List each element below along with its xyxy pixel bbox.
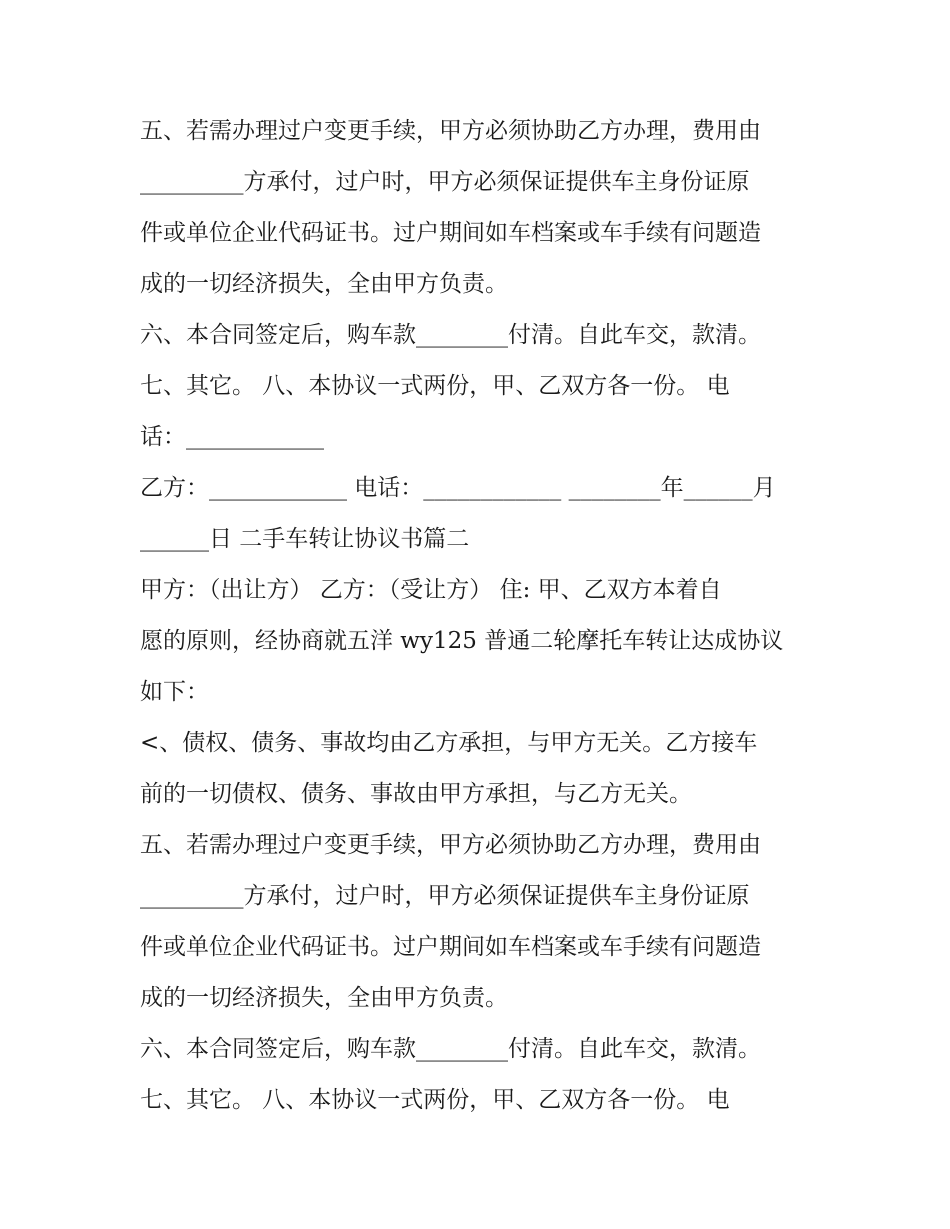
document-body (140, 106, 820, 1126)
text-line: 甲方：（出让方） 乙方：（受让方） 住: 甲、乙双方本着自 (140, 577, 722, 603)
text-line: 成的一切经济损失，全由甲方负责。 (140, 985, 508, 1011)
text-line: 件或单位企业代码证书。过户期间如车档案或车手续有问题造 (140, 220, 761, 246)
text-line: 愿的原则，经协商就五洋 wy125 普通二轮摩托车转让达成协议 (140, 628, 784, 654)
text-line: _________方承付，过户时，甲方必须保证提供车主身份证原 (140, 883, 750, 909)
text-line: 五、若需办理过户变更手续，甲方必须协助乙方办理，费用由 (140, 832, 761, 858)
text-line: 件或单位企业代码证书。过户期间如车档案或车手续有问题造 (140, 934, 761, 960)
text-line: 七、其它。 八、本协议一式两份，甲、乙双方各一份。 电 (140, 1087, 730, 1113)
text-line: 五、若需办理过户变更手续，甲方必须协助乙方办理，费用由 (140, 118, 761, 144)
text-line: 如下： (140, 679, 209, 705)
text-line: 乙方：____________ 电话：____________ ________年______月 (140, 475, 776, 501)
text-line: ______日 二手车转让协议书篇二 (140, 526, 470, 552)
text-line: 七、其它。 八、本协议一式两份，甲、乙双方各一份。 电 (140, 373, 730, 399)
text-line: <、债权、债务、事故均由乙方承担，与甲方无关。乙方接车 (140, 730, 758, 756)
text-line: _________方承付，过户时，甲方必须保证提供车主身份证原 (140, 169, 750, 195)
text-line: 六、本合同签定后，购车款________付清。自此车交，款清。 (140, 1036, 761, 1062)
text-line: 成的一切经济损失，全由甲方负责。 (140, 271, 508, 297)
text-line: 前的一切债权、债务、事故由甲方承担，与乙方无关。 (140, 781, 692, 807)
text-line: 话：____________ (140, 424, 324, 450)
text-line: 六、本合同签定后，购车款________付清。自此车交，款清。 (140, 322, 761, 348)
